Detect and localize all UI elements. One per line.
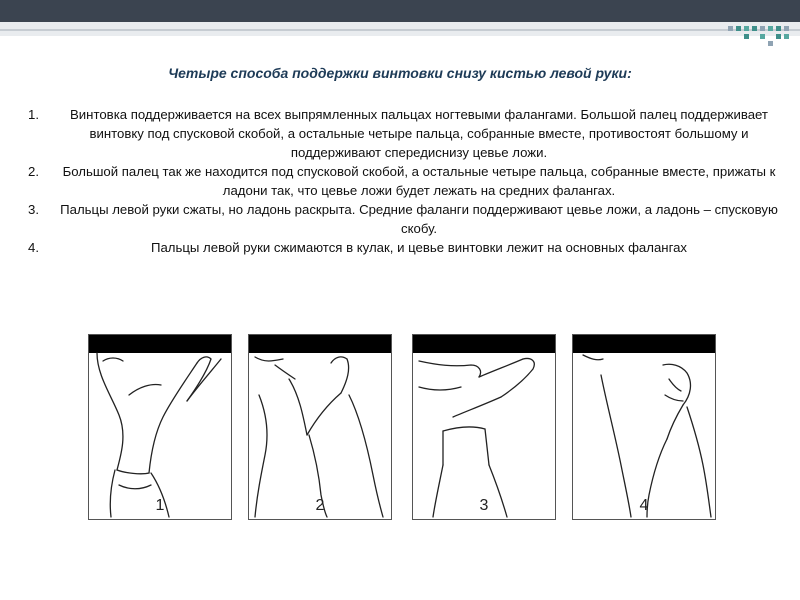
hand-grip-illustration-2 [248, 334, 392, 520]
hand-sketch-4 [573, 335, 715, 519]
item-text: Пальцы левой руки сжаты, но ладонь раскрыта. Средние фаланги поддерживают цевье ложи, а ладонь – спусковую скобу. [60, 202, 778, 236]
hand-sketch-2 [249, 335, 391, 519]
panel-number: 1 [155, 497, 165, 514]
hand-illustrations [88, 334, 712, 522]
item-number: 1. [28, 107, 39, 122]
decorative-squares [724, 23, 794, 47]
list-item [28, 105, 784, 162]
slide-accent-line [0, 29, 800, 31]
list-item [28, 200, 784, 238]
slide-title: Четыре способа поддержки винтовки снизу кистью левой руки: [168, 65, 632, 81]
list-item [28, 162, 784, 200]
hand-grip-illustration-1 [88, 334, 232, 520]
panel-number: 2 [315, 497, 325, 514]
panel-number: 4 [639, 497, 649, 514]
hand-sketch-1 [89, 335, 231, 519]
list-item [28, 238, 784, 257]
hand-grip-illustration-4 [572, 334, 716, 520]
item-number: 3. [28, 202, 39, 217]
slide-top-bar [0, 0, 800, 22]
panel-number: 3 [479, 497, 489, 514]
item-text: Большой палец так же находится под спусковой скобой, а остальные четыре пальца, собранные вместе, прижаты к ладони так, что цевье ложи будет лежать на средних фалангах. [62, 164, 776, 198]
hand-sketch-3 [413, 335, 555, 519]
item-number: 4. [28, 240, 39, 255]
item-text: Винтовка поддерживается на всех выпрямленных пальцах ногтевыми фалангами. Большой палец поддерживает винтовку под спусковой скобой, а остальные четыре пальца, собранные вместе, противостоят большому и поддерживают спередиснизу цевье ложи. [70, 107, 768, 160]
hand-grip-illustration-3 [412, 334, 556, 520]
method-list [28, 105, 784, 317]
item-text: Пальцы левой руки сжимаются в кулак, и цевье винтовки лежит на основных фалангах [150, 240, 688, 255]
item-number: 2. [28, 164, 39, 179]
